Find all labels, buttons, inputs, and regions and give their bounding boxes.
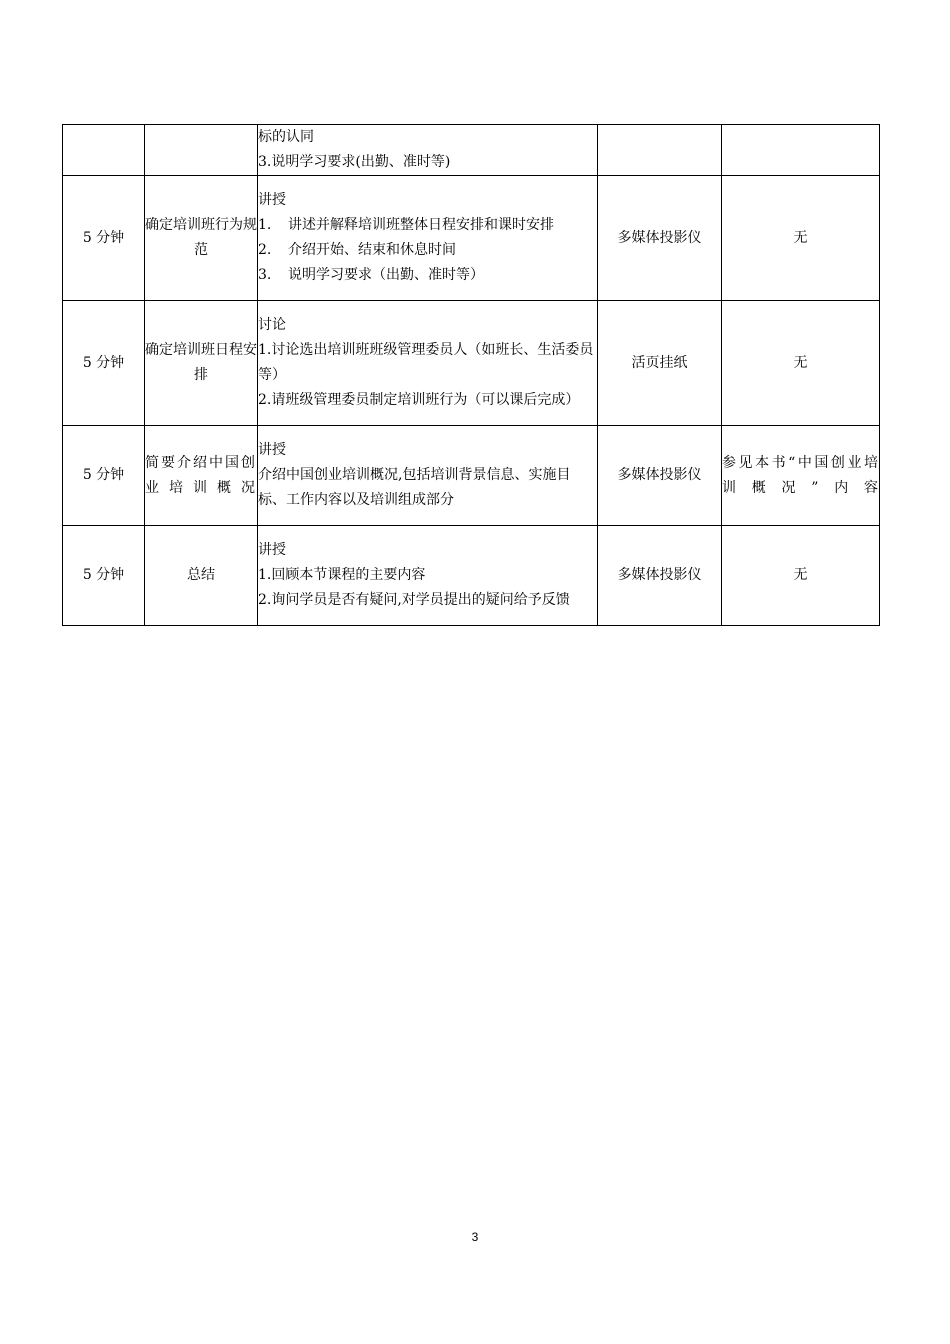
content-line: 3.说明学习要求(出勤、准时等) bbox=[258, 154, 451, 170]
tool-cell: 多媒体投影仪 bbox=[598, 176, 722, 301]
tool-cell bbox=[598, 125, 722, 176]
topic-cell: 总结 bbox=[145, 526, 258, 626]
content-cell bbox=[258, 526, 598, 626]
table-row bbox=[63, 176, 880, 301]
item-text: 介绍开始、结束和休息时间 bbox=[288, 242, 456, 258]
page-number: 3 bbox=[471, 1230, 479, 1244]
topic-cell bbox=[145, 125, 258, 176]
content-line: 介绍中国创业培训概况,包括培训背景信息、实施目标、工作内容以及培训组成部分 bbox=[258, 467, 571, 508]
time-cell bbox=[63, 125, 145, 176]
reference-cell: 无 bbox=[722, 301, 880, 426]
reference-cell bbox=[722, 125, 880, 176]
table-row bbox=[63, 301, 880, 426]
content-line: 2.请班级管理委员制定培训班行为（可以课后完成） bbox=[258, 392, 580, 408]
item-number: 1. bbox=[258, 217, 272, 233]
content-cell bbox=[258, 125, 598, 176]
item-number: 3. bbox=[258, 267, 272, 283]
content-cell bbox=[258, 176, 598, 301]
reference-cell: 无 bbox=[722, 526, 880, 626]
topic-cell: 确定培训班日程安排 bbox=[145, 301, 258, 426]
table-row bbox=[63, 526, 880, 626]
time-cell: 5 分钟 bbox=[63, 526, 145, 626]
list-item bbox=[258, 263, 597, 288]
content-line: 2.询问学员是否有疑问,对学员提出的疑问给予反馈 bbox=[258, 592, 570, 608]
method-label: 讲授 bbox=[258, 442, 286, 458]
method-label: 讲授 bbox=[258, 192, 286, 208]
method-label: 讨论 bbox=[258, 317, 286, 333]
item-text: 讲述并解释培训班整体日程安排和课时安排 bbox=[288, 217, 554, 233]
list-item bbox=[258, 213, 597, 238]
table-row bbox=[63, 426, 880, 526]
topic-cell: 简要介绍中国创业培训概况 bbox=[145, 426, 258, 526]
table-row bbox=[63, 125, 880, 176]
content-cell bbox=[258, 301, 598, 426]
time-cell: 5 分钟 bbox=[63, 301, 145, 426]
reference-cell: 无 bbox=[722, 176, 880, 301]
topic-cell: 确定培训班行为规范 bbox=[145, 176, 258, 301]
item-number: 2. bbox=[258, 242, 272, 258]
content-line: 1.回顾本节课程的主要内容 bbox=[258, 567, 426, 583]
tool-cell: 活页挂纸 bbox=[598, 301, 722, 426]
list-item bbox=[258, 238, 597, 263]
content-line: 标的认同 bbox=[258, 129, 314, 145]
time-cell: 5 分钟 bbox=[63, 426, 145, 526]
time-cell: 5 分钟 bbox=[63, 176, 145, 301]
lesson-plan-sheet bbox=[62, 124, 879, 626]
lesson-plan-table bbox=[62, 124, 880, 626]
item-text: 说明学习要求（出勤、准时等） bbox=[288, 267, 484, 283]
content-cell bbox=[258, 426, 598, 526]
reference-cell: 参见本书“中国创业培训概况”内容 bbox=[722, 426, 880, 526]
tool-cell: 多媒体投影仪 bbox=[598, 426, 722, 526]
tool-cell: 多媒体投影仪 bbox=[598, 526, 722, 626]
method-label: 讲授 bbox=[258, 542, 286, 558]
content-line: 1.讨论选出培训班班级管理委员人（如班长、生活委员等） bbox=[258, 342, 594, 383]
